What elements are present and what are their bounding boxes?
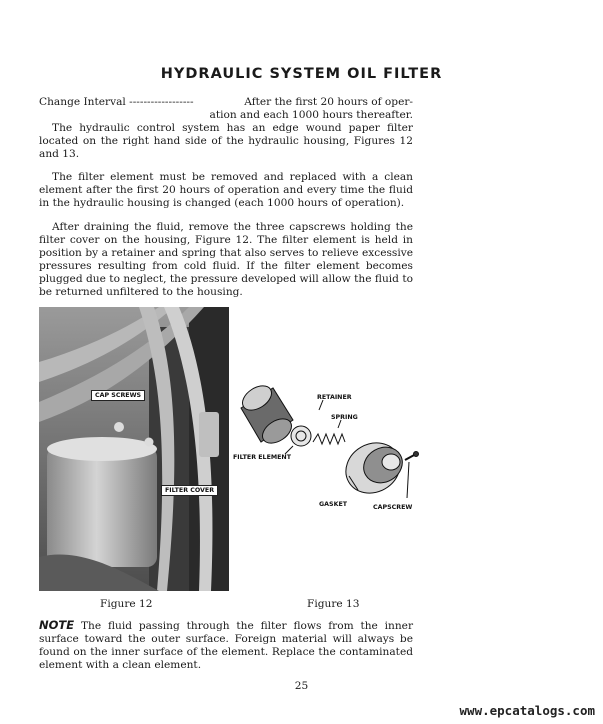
- figure-12-photo: [39, 307, 229, 591]
- hydraulic-housing-photo-illustration: [39, 307, 229, 591]
- note-heading: NOTE: [39, 618, 75, 632]
- interval-value-line1: After the first 20 hours of oper-: [244, 96, 413, 108]
- label-capscrew: CAPSCREW: [373, 504, 413, 511]
- page-title: HYDRAULIC SYSTEM OIL FILTER: [160, 66, 443, 82]
- label-spring: SPRING: [331, 414, 358, 421]
- paragraph-filter-replacement: The filter element must be removed and replaced with a clean element after the first 20 hours of operation and every time the fluid in the hydraulic housing is changed (each 1000 hours of operation).: [39, 171, 413, 209]
- label-retainer: RETAINER: [317, 394, 352, 401]
- interval-label: Change Interval ------------------: [39, 96, 194, 108]
- figure-12-caption: Figure 12: [100, 598, 153, 610]
- note-text: The fluid passing through the filter flows from the inner surface toward the outer surface. Foreign material will always be found on the inner surface of the element. Replace the contaminated element with a clean element.: [39, 620, 414, 671]
- figure-13-caption: Figure 13: [307, 598, 360, 610]
- label-filter-element: FILTER ELEMENT: [233, 454, 291, 461]
- paragraph-draining-procedure: After draining the fluid, remove the three capscrews holding the filter cover on the housing, Figure 12. The filter element is held in position by a retainer and spring that also serves to relieve excessive pressures resulting from cold fluid. If the filter element becomes plugged due to neglect, the pressure developed will allow the fluid to be returned unfiltered to the housing.: [39, 221, 413, 298]
- label-filter-cover: FILTER COVER: [161, 485, 218, 496]
- watermark-link[interactable]: www.epcatalogs.com: [459, 703, 595, 718]
- filter-exploded-view-illustration: [233, 380, 423, 520]
- page-number: 25: [294, 680, 309, 692]
- note-paragraph: [39, 619, 413, 672]
- label-cap-screws: CAP SCREWS: [91, 390, 145, 401]
- interval-value-line2: ation and each 1000 hours thereafter.: [209, 109, 413, 121]
- figure-13-diagram: [233, 380, 423, 520]
- label-gasket: GASKET: [319, 501, 348, 508]
- paragraph-filter-location: The hydraulic control system has an edge wound paper filter located on the right hand side of the hydraulic housing, Figures 12 and 13.: [39, 122, 413, 160]
